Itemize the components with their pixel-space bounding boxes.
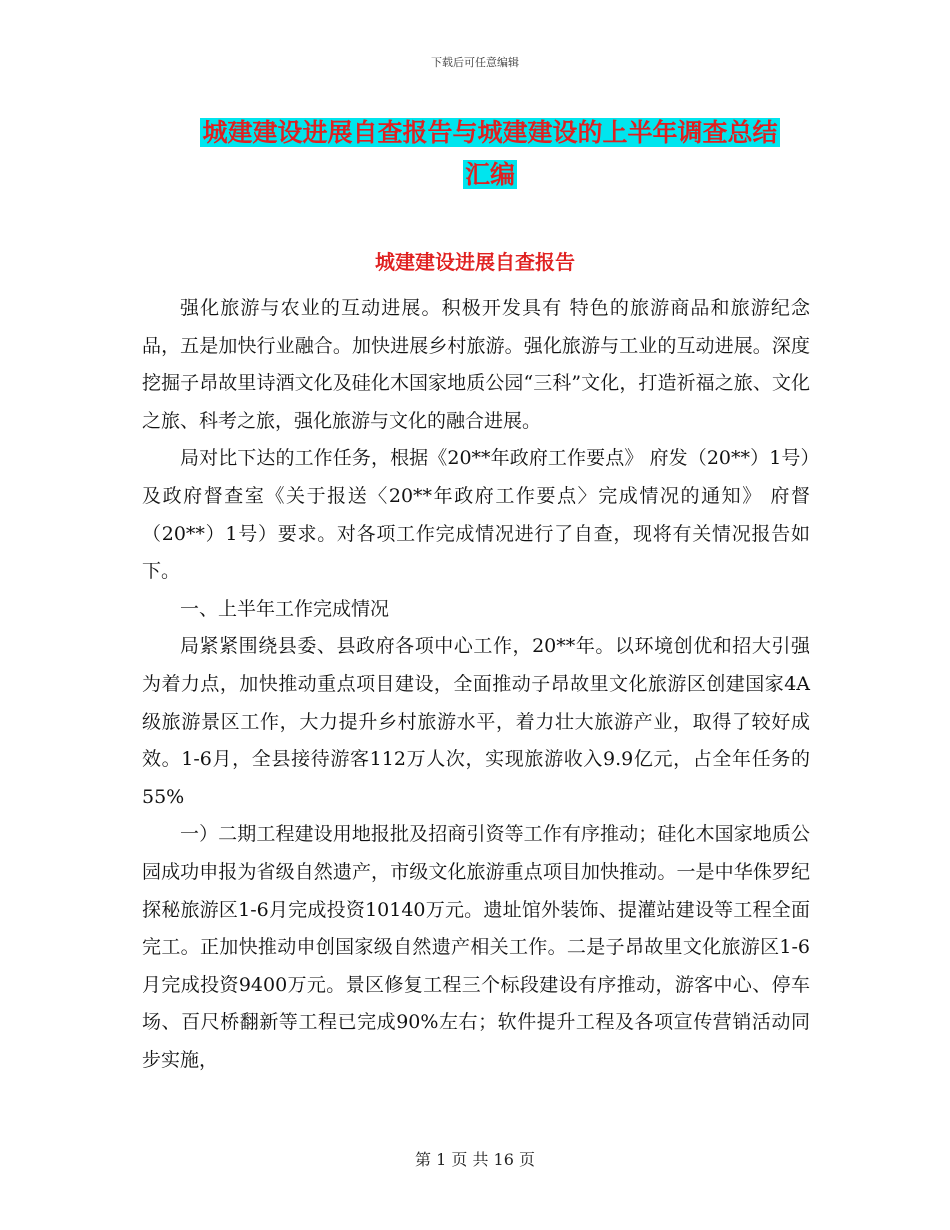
title-line-2: 汇编 <box>464 160 515 189</box>
paragraph: 一、上半年工作完成情况 <box>180 597 390 620</box>
paragraph: 局对比下达的工作任务，根据《20**年政府工作要点》 府发（20**）1号）及政府督查室《关于报送〈20**年政府工作要点〉完成情况的通知》 府督（20**）1号）要求。对各项工作完成情况进行了自查，现将有关情况报告如下。 <box>142 447 810 583</box>
section-title: 城建建设进展自查报告 <box>375 250 575 274</box>
title-line-1: 城建建设进展自查报告与城建建设的上半年调查总结 <box>202 118 778 147</box>
page-number: 第 1 页 共 16 页 <box>415 1150 535 1169</box>
paragraph: 强化旅游与农业的互动进展。积极开发具有 特色的旅游商品和旅游纪念品，五是加快行业融合。加快进展乡村旅游。强化旅游与工业的互动进展。深度挖掘子昂故里诗酒文化及硅化木国家地质公园“三科”文化，打造祈福之旅、文化之旅、科考之旅，强化旅游与文化的融合进展。 <box>142 297 810 432</box>
paragraph: 局紧紧围绕县委、县政府各项中心工作，20**年。以环境创优和招大引强为着力点，加快推动重点项目建设，全面推动子昂故里文化旅游区创建国家4A 级旅游景区工作，大力提升乡村旅游水平，着力壮大旅游产业，取得了较好成效。1-6月，全县接待游客112万人次，实现旅游收入9.9亿元，占全年任务的55% <box>142 635 810 808</box>
paragraph: 一）二期工程建设用地报批及招商引资等工作有序推动；硅化木国家地质公园成功申报为省级自然遗产，市级文化旅游重点项目加快推动。一是中华侏罗纪探秘旅游区1-6月完成投资10140万元。遗址馆外装饰、提灌站建设等工程全面完工。正加快推动申创国家级自然遗产相关工作。二是子昂故里文化旅游区1-6月完成投资9400万元。景区修复工程三个标段建设有序推动，游客中心、停车场、百尺桥翻新等工程已完成90%左右；软件提升工程及各项宣传营销活动同步实施， <box>142 823 810 1071</box>
header-note: 下载后可任意编辑 <box>431 56 519 69</box>
document-body <box>142 290 810 1079</box>
document-title <box>150 112 830 196</box>
